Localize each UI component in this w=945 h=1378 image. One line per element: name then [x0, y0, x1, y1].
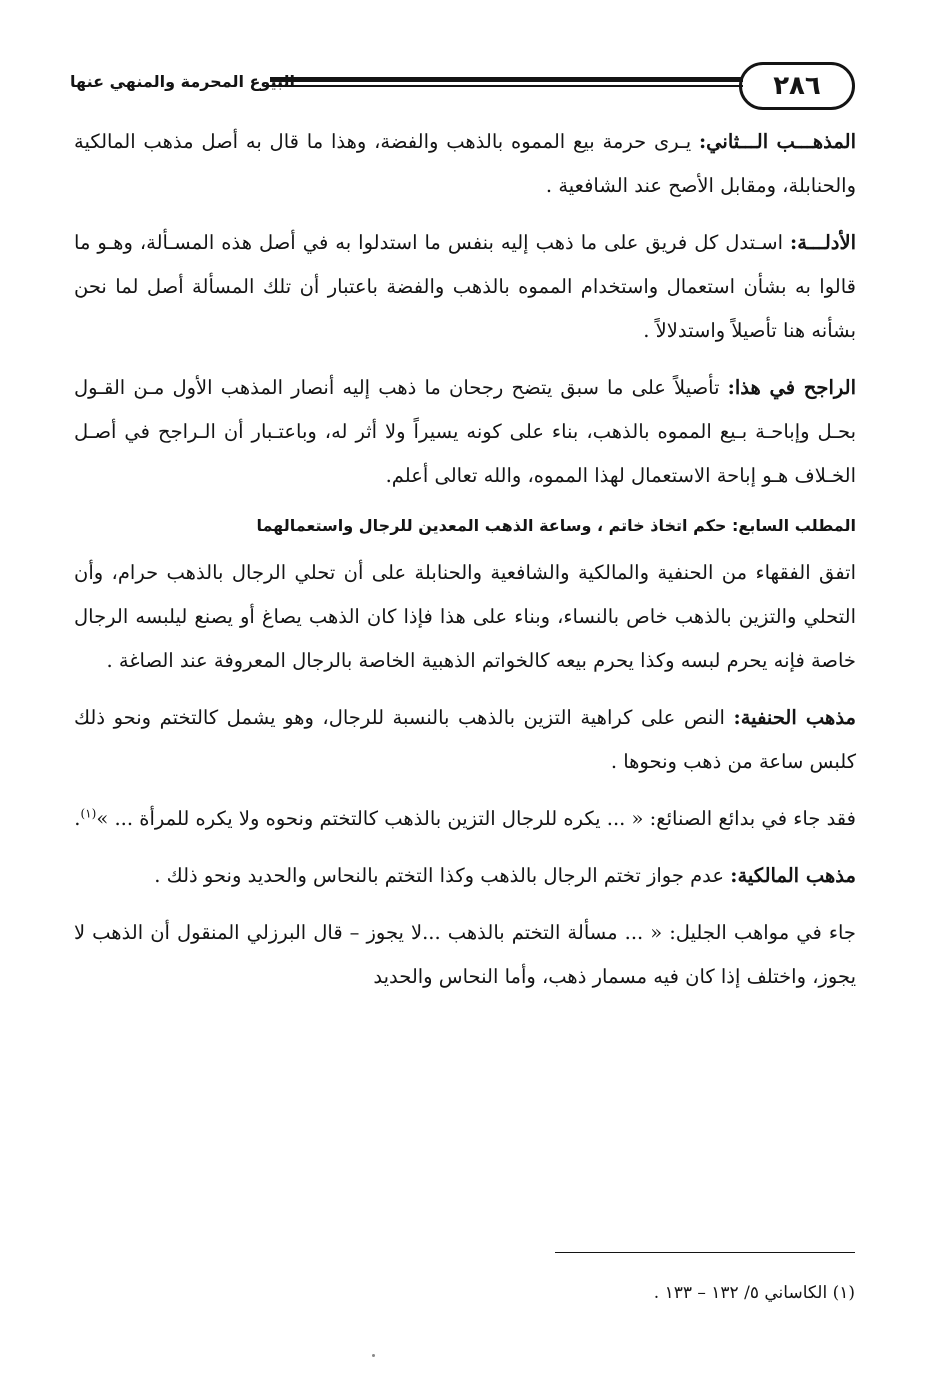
paragraph-label: الأدلـــة: — [790, 231, 856, 254]
paragraph-mawahib-quote — [74, 911, 856, 999]
paragraph-end: . — [74, 807, 81, 830]
paragraph-body: يـرى حرمة بيع المموه بالذهب والفضة، وهذا ما قال به أصل مذهب المالكية والحنابلة، ومقابل الأصح عند الشافعية . — [74, 130, 856, 197]
paragraph-consensus — [74, 551, 856, 683]
footnote-reference[interactable]: (١) — [80, 806, 97, 821]
paragraph-body: تأصيلاً على ما سبق يتضح رجحان ما ذهب إليه أنصار المذهب الأول مـن القـول بحـل وإباحـة بـيع المموه بالذهب، بناء على كونه يسيراً ولا أثر له، وباعتـبار أن الـراجح في أصـل الخـلاف هـو إباحة الاستعمال لهذا المموه، والله تعالى أعلم. — [74, 376, 856, 487]
paragraph-label: مذهب الحنفية: — [733, 706, 857, 729]
paragraph-label: الراجح في هذا: — [727, 376, 856, 399]
footnote: (١) الكاساني ٥/ ١٣٢ – ١٣٣ . — [653, 1283, 855, 1303]
paragraph-body: اتفق الفقهاء من الحنفية والمالكية والشافعية والحنابلة على أن تحلي الرجال بالذهب حرام، وأن التحلي والتزين بالذهب خاص بالنساء، وبناء على هذا فإذا كان الذهب يصاغ أو يصنع ليلبسه الرجال خاصة فإنه يحرم لبسه وكذا يحرم بيعه كالخواتم الذهبية الخاصة بالرجال المعروفة عند الصاغة . — [74, 561, 856, 672]
paragraph-label: المذهـــب الـــثاني: — [698, 130, 856, 153]
page-header — [70, 62, 855, 110]
header-rule-thin — [270, 85, 743, 87]
paragraph-body: جاء في مواهب الجليل: « ... مسألة التختم بالذهب ...لا يجوز – قال البرزلي المنقول أن الذهب لا يجوز، واختلف إذا كان فيه مسمار ذهب، وأما النحاس والحديد — [74, 921, 856, 988]
paragraph-body: النص على كراهية التزين بالذهب بالنسبة للرجال، وهو يشمل كالتختم ونحو ذلك كلبس ساعة من ذهب ونحوها . — [74, 706, 856, 773]
paragraph-badai-quote — [74, 797, 856, 841]
paragraph-body: اسـتدل كل فريق على ما ذهب إليه بنفس ما استدلوا به في أصل هذه المسـألة، وهـو ما قالوا به بشأن استعمال واستخدام المموه بالذهب والفضة باعتبار أن تلك المسألة أصل لما نحن بشأنه هنا تأصيلاً واستدلالاً . — [74, 231, 856, 342]
paragraph-body: فقد جاء في بدائع الصنائع: « ... يكره للرجال التزين بالذهب كالتختم ونحوه ولا يكره للمرأة ... » — [96, 807, 856, 830]
footnote-separator — [555, 1252, 855, 1253]
scan-speck — [372, 1354, 375, 1357]
header-rule — [270, 77, 743, 88]
running-title: البيوع المحرمة والمنهي عنها — [70, 72, 296, 91]
paragraph-maliki — [74, 854, 856, 898]
paragraph-body: عدم جواز تختم الرجال بالذهب وكذا التختم بالنحاس والحديد ونحو ذلك . — [154, 864, 731, 887]
paragraph-hanafi — [74, 696, 856, 784]
paragraph-preferred-view — [74, 366, 856, 498]
page-number: ٢٨٦ — [739, 62, 855, 110]
header-rule-thick — [270, 77, 743, 82]
main-text — [74, 120, 856, 1012]
paragraph-second-school — [74, 120, 856, 208]
section-heading: المطلب السابع: حكم اتخاذ خاتم ، وساعة الذهب المعدين للرجال واستعمالهما — [256, 516, 856, 535]
paragraph-label: مذهب المالكية: — [730, 864, 856, 887]
paragraph-evidence — [74, 221, 856, 353]
